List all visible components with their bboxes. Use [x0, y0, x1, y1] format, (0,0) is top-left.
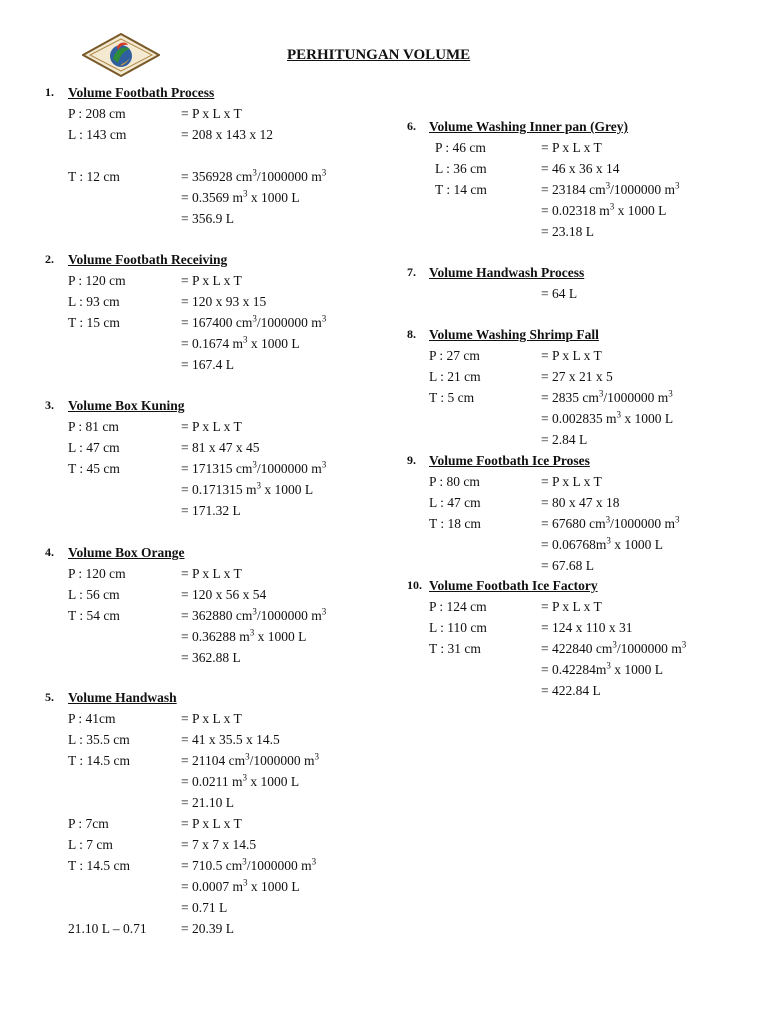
dimension-label: T : 18 cm	[429, 516, 481, 531]
dimension-label: P : 27 cm	[429, 348, 480, 363]
calculation-value: = 710.5 $cm^3/1000000$ $m^3$	[181, 856, 317, 873]
calculation-value: = P x L x T	[541, 140, 602, 155]
calculation-value: = 2.84 L	[541, 432, 588, 447]
dimension-label: P : 46 cm	[435, 140, 486, 155]
calculation-value: = 81 x 47 x 45	[181, 440, 260, 455]
calculation-value: = 21.10 L	[181, 795, 234, 810]
dimension-label: L : 36 cm	[435, 161, 487, 176]
dimension-label: T : 14.5 cm	[68, 753, 130, 768]
calculation-value: = 120 x 56 x 54	[181, 587, 267, 602]
dimension-label: L : 47 cm	[68, 440, 120, 455]
calculation-value: = P x L x T	[541, 474, 602, 489]
calculation-value: = 27 x 21 x 5	[541, 369, 613, 384]
calculation-value: = 2835 $cm^3/1000000$ $m^3$	[541, 388, 673, 405]
calculation-value: = 21104 $cm^3/1000000$ $m^3$	[181, 751, 319, 768]
calculation-value: = 64 L	[541, 286, 578, 301]
calculation-value: = $0.06768m^3$ x 1000 L	[541, 535, 663, 552]
dimension-label: L : 7 cm	[68, 837, 113, 852]
calculation-value: = 0.3569 $m^3$ x 1000 L	[181, 188, 300, 205]
calculation-value: = 171.32 L	[181, 503, 241, 518]
dimension-label: L : 110 cm	[429, 620, 487, 635]
section-title: Volume Footbath Ice Proses	[429, 453, 590, 468]
calculation-value: = 23184 $cm^3/1000000$ $m^3$	[541, 180, 680, 197]
calculation-value: = 41 x 35.5 x 14.5	[181, 732, 280, 747]
section-title: Volume Handwash	[68, 690, 177, 705]
calculation-value: = 362880 $cm^3/1000000$ $m^3$	[181, 606, 327, 623]
dimension-label: P : 80 cm	[429, 474, 480, 489]
calculation-value: = P x L x T	[181, 711, 242, 726]
calculation-value: = 46 x 36 x 14	[541, 161, 620, 176]
dimension-label: L : 47 cm	[429, 495, 481, 510]
section-number: 8.	[407, 327, 416, 341]
calculation-value: = 422.84 L	[541, 683, 601, 698]
calculation-value: = 356.9 L	[181, 211, 234, 226]
calculation-value: = P x L x T	[181, 566, 242, 581]
calculation-value: = 167400 $cm^3/1000000$ $m^3$	[181, 313, 327, 330]
calculation-value: = $0.42284m^3$ x 1000 L	[541, 660, 663, 677]
dimension-label: T : 31 cm	[429, 641, 481, 656]
dimension-label: T : 45 cm	[68, 461, 120, 476]
calculation-value: = P x L x T	[181, 816, 242, 831]
section-title: Volume Box Orange	[68, 545, 185, 560]
calculation-value: = 124 x 110 x 31	[541, 620, 633, 635]
dimension-label: T : 12 cm	[68, 169, 120, 184]
calculation-value: = 0.36288 $m^3$ x 1000 L	[181, 627, 307, 644]
calculation-value: = P x L x T	[541, 348, 602, 363]
calculation-value: = 20.39 L	[181, 921, 234, 936]
calculation-value: = 0.0211 $m^3$ x 1000 L	[181, 772, 300, 789]
section-number: 10.	[407, 578, 422, 592]
calculation-value: = P x L x T	[541, 599, 602, 614]
dimension-label: L : 93 cm	[68, 294, 120, 309]
section-title: Volume Washing Shrimp Fall	[429, 327, 599, 342]
dimension-label: 21.10 L – 0.71	[68, 921, 147, 936]
section-title: Volume Footbath Receiving	[68, 252, 228, 267]
section-title: Volume Footbath Ice Factory	[429, 578, 598, 593]
calculation-value: = 167.4 L	[181, 357, 234, 372]
section-number: 6.	[407, 119, 416, 133]
section-number: 3.	[45, 398, 54, 412]
dimension-label: T : 54 cm	[68, 608, 120, 623]
calculation-value: = 356928 $cm^3/1000000$ $m^3$	[181, 167, 327, 184]
calculation-value: = 0.0007 $m^3$ x 1000 L	[181, 877, 300, 894]
calculation-value: = 23.18 L	[541, 224, 594, 239]
dimension-label: P : 124 cm	[429, 599, 487, 614]
dimension-label: T : 14 cm	[435, 182, 487, 197]
dimension-label: P : 81 cm	[68, 419, 119, 434]
calculation-value: = P x L x T	[181, 106, 242, 121]
calculation-value: = 67680 $cm^3/1000000$ $m^3$	[541, 514, 680, 531]
calculation-value: = 422840 $cm^3/1000000$ $m^3$	[541, 639, 687, 656]
calculation-value: = 7 x 7 x 14.5	[181, 837, 257, 852]
diamond-emblem-icon	[82, 33, 160, 77]
calculation-value: = 0.171315 $m^3$ x 1000 L	[181, 480, 314, 497]
dimension-label: T : 15 cm	[68, 315, 120, 330]
section-number: 2.	[45, 252, 54, 266]
calculation-value: = 80 x 47 x 18	[541, 495, 620, 510]
section-title: Volume Footbath Process	[68, 85, 215, 100]
section-number: 1.	[45, 85, 54, 99]
dimension-label: T : 14.5 cm	[68, 858, 130, 873]
dimension-label: P : 208 cm	[68, 106, 126, 121]
dimension-label: P : 120 cm	[68, 273, 126, 288]
dimension-label: L : 143 cm	[68, 127, 127, 142]
section-title: Volume Box Kuning	[68, 398, 185, 413]
calculation-value: = 362.88 L	[181, 650, 241, 665]
calculation-value: = 0.71 L	[181, 900, 228, 915]
dimension-label: L : 56 cm	[68, 587, 120, 602]
section-title: Volume Washing Inner pan (Grey)	[429, 119, 629, 134]
calculation-value: = 0.1674 $m^3$ x 1000 L	[181, 334, 300, 351]
dimension-label: T : 5 cm	[429, 390, 475, 405]
dimension-label: P : 7cm	[68, 816, 109, 831]
section-title: Volume Handwash Process	[429, 265, 585, 280]
dimension-label: P : 120 cm	[68, 566, 126, 581]
section-number: 7.	[407, 265, 416, 279]
calculation-value: = P x L x T	[181, 273, 242, 288]
calculation-value: = 120 x 93 x 15	[181, 294, 267, 309]
section-number: 9.	[407, 453, 416, 467]
calculation-value: = 208 x 143 x 12	[181, 127, 273, 142]
page-title: PERHITUNGAN VOLUME	[287, 47, 471, 63]
section-number: 4.	[45, 545, 54, 559]
calculation-value: = 67.68 L	[541, 558, 594, 573]
calculation-value: = 171315 $cm^3/1000000$ $m^3$	[181, 459, 327, 476]
dimension-label: L : 35.5 cm	[68, 732, 130, 747]
calculation-value: = P x L x T	[181, 419, 242, 434]
section-number: 5.	[45, 690, 54, 704]
dimension-label: L : 21 cm	[429, 369, 481, 384]
calculation-value: = 0.002835 $m^3$ x 1000 L	[541, 409, 674, 426]
calculation-value: = 0.02318 $m^3$ x 1000 L	[541, 201, 667, 218]
dimension-label: P : 41cm	[68, 711, 116, 726]
